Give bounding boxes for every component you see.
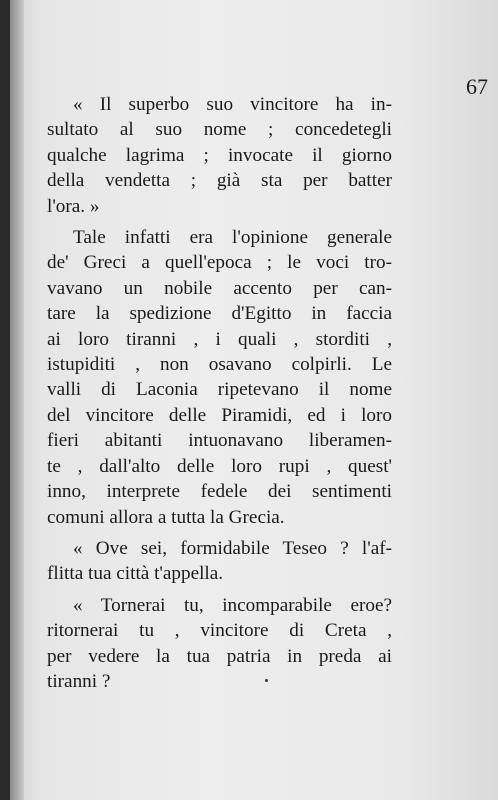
text-line: qualche lagrima ; invocate il giorno xyxy=(47,144,392,166)
paragraph xyxy=(47,92,392,219)
text-line: inno, interprete fedele dei sentimenti xyxy=(47,481,392,503)
text-line: ai loro tiranni , i quali , storditi , xyxy=(47,328,392,350)
text-line: de' Greci a quell'epoca ; le voci tro- xyxy=(47,252,392,274)
text-line: del vincitore delle Piramidi, ed i loro xyxy=(47,404,392,426)
text-line: istupiditi , non osavano colpirli. Le xyxy=(47,354,392,376)
text-line: Tale infatti era l'opinione generale xyxy=(73,227,392,249)
text-line: « Il superbo suo vincitore ha in- xyxy=(73,94,392,115)
text-line: l'ora. » xyxy=(47,195,100,217)
paragraph xyxy=(47,593,392,695)
text-line: per vedere la tua patria in preda ai xyxy=(47,645,392,667)
text-line: tare la spedizione d'Egitto in faccia xyxy=(47,303,392,325)
page-gutter-shadow xyxy=(10,0,24,800)
text-line: te , dall'alto delle loro rupi , quest' xyxy=(47,455,392,477)
text-line: flitta tua città t'appella. xyxy=(47,563,224,585)
book-page xyxy=(10,0,498,800)
text-line: comuni allora a tutta la Grecia. xyxy=(47,506,285,528)
page-number: 67 xyxy=(466,74,488,99)
text-line: della vendetta ; già sta per batter xyxy=(47,170,392,192)
text-line: « Ove sei, formidabile Teseo ? l'af- xyxy=(73,537,392,559)
text-line: ritornerai tu , vincitore di Creta , xyxy=(47,620,392,642)
text-line: tiranni ? xyxy=(47,670,111,692)
page-body xyxy=(47,92,392,700)
paragraph xyxy=(47,536,392,587)
text-line: « Tornerai tu, incomparabile eroe? xyxy=(73,594,392,616)
text-line: valli di Laconia ripetevano il nome xyxy=(47,379,392,401)
text-line: fieri abitanti intuonavano liberamen- xyxy=(47,430,392,452)
text-line: vavano un nobile accento per can- xyxy=(47,277,392,299)
print-speck xyxy=(265,679,268,682)
text-line: sultato al suo nome ; concedetegli xyxy=(47,119,392,141)
paragraph xyxy=(47,225,392,530)
